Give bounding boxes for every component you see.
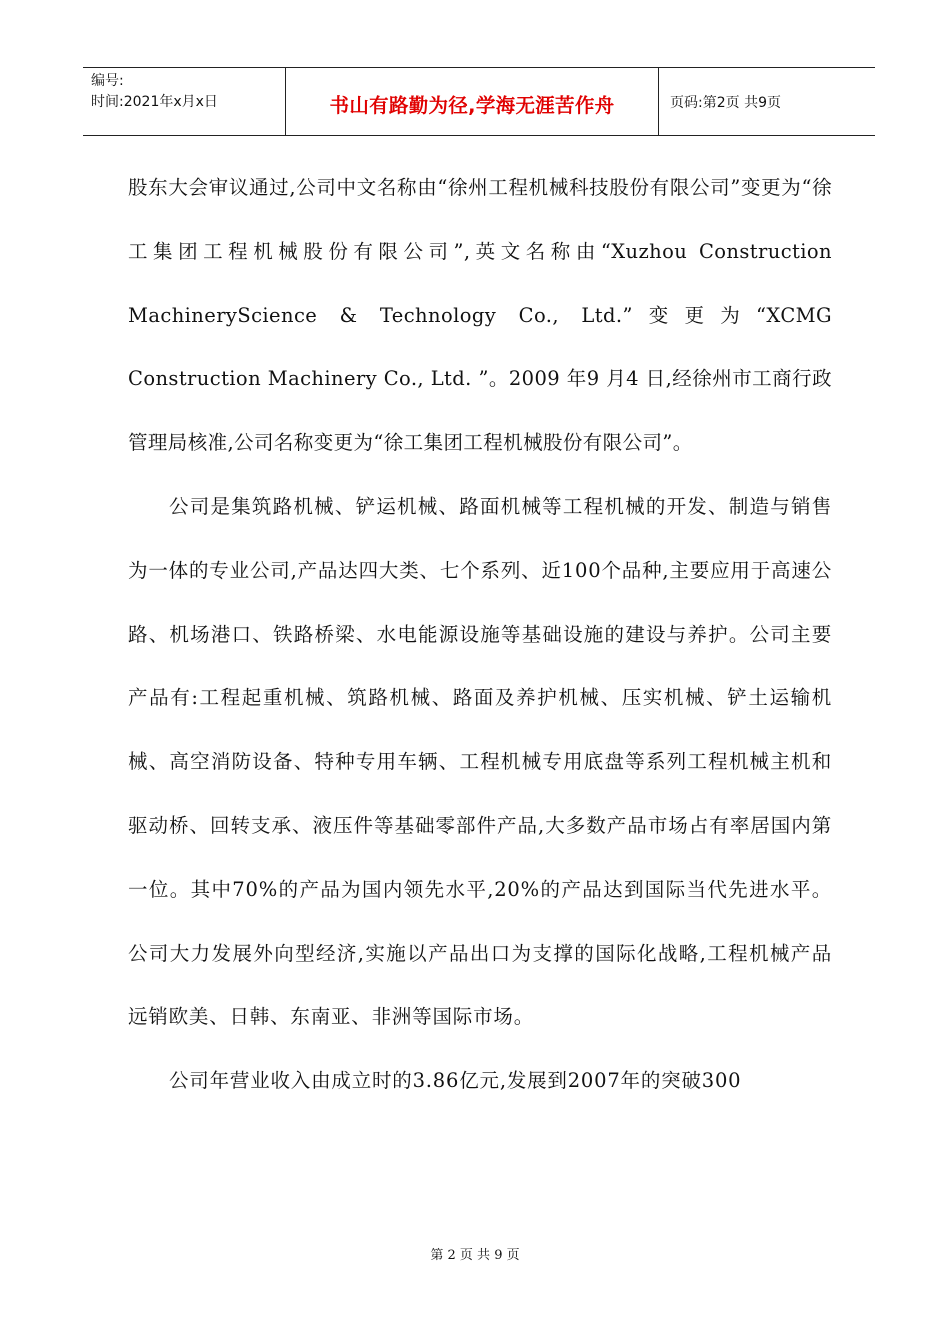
paragraph-revenue: 公司年营业收入由成立时的3.86亿元,发展到2007年的突破300 [169, 1069, 742, 1093]
header-meta-cell [83, 68, 286, 135]
document-time-label: 时间:2021年x月x日 [91, 94, 218, 110]
header-page-info: 页码:第2页 共9页 [670, 94, 781, 111]
header-motto: 书山有路勤为径,学海无涯苦作舟 [329, 93, 615, 117]
header-motto-cell [286, 68, 659, 135]
paragraph-company-rename: 股东大会审议通过,公司中文名称由“徐州工程机械科技股份有限公司”变更为“徐工集团工程机械股份有限公司”,英文名称由“Xuzhou Construction MachineryScience & Technology Co., Ltd.”变更为“XCMG Construction Machinery Co., Ltd. ”。2009 年9 月4 日,经徐州市工商行政管理局核准,公司名称变更为“徐工集团工程机械股份有限公司”。 [128, 176, 832, 455]
document-header [83, 67, 875, 136]
document-number-label: 编号: [91, 73, 124, 89]
page-footer: 第 2 页 共 9 页 [430, 1248, 520, 1263]
document-body [128, 156, 832, 1113]
header-page-cell [659, 68, 875, 135]
paragraph-company-profile: 公司是集筑路机械、铲运机械、路面机械等工程机械的开发、制造与销售为一体的专业公司,产品达四大类、七个系列、近100个品种,主要应用于高速公路、机场港口、铁路桥梁、水电能源设施等基础设施的建设与养护。公司主要产品有:工程起重机械、筑路机械、路面及养护机械、压实机械、铲土运输机械、高空消防设备、特种专用车辆、工程机械专用底盘等系列工程机械主机和驱动桥、回转支承、液压件等基础零部件产品,大多数产品市场占有率居国内第一位。其中70%的产品为国内领先水平,20%的产品达到国际当代先进水平。公司大力发展外向型经济,实施以产品出口为支撑的国际化战略,工程机械产品远销欧美、日韩、东南亚、非洲等国际市场。 [128, 494, 832, 1029]
